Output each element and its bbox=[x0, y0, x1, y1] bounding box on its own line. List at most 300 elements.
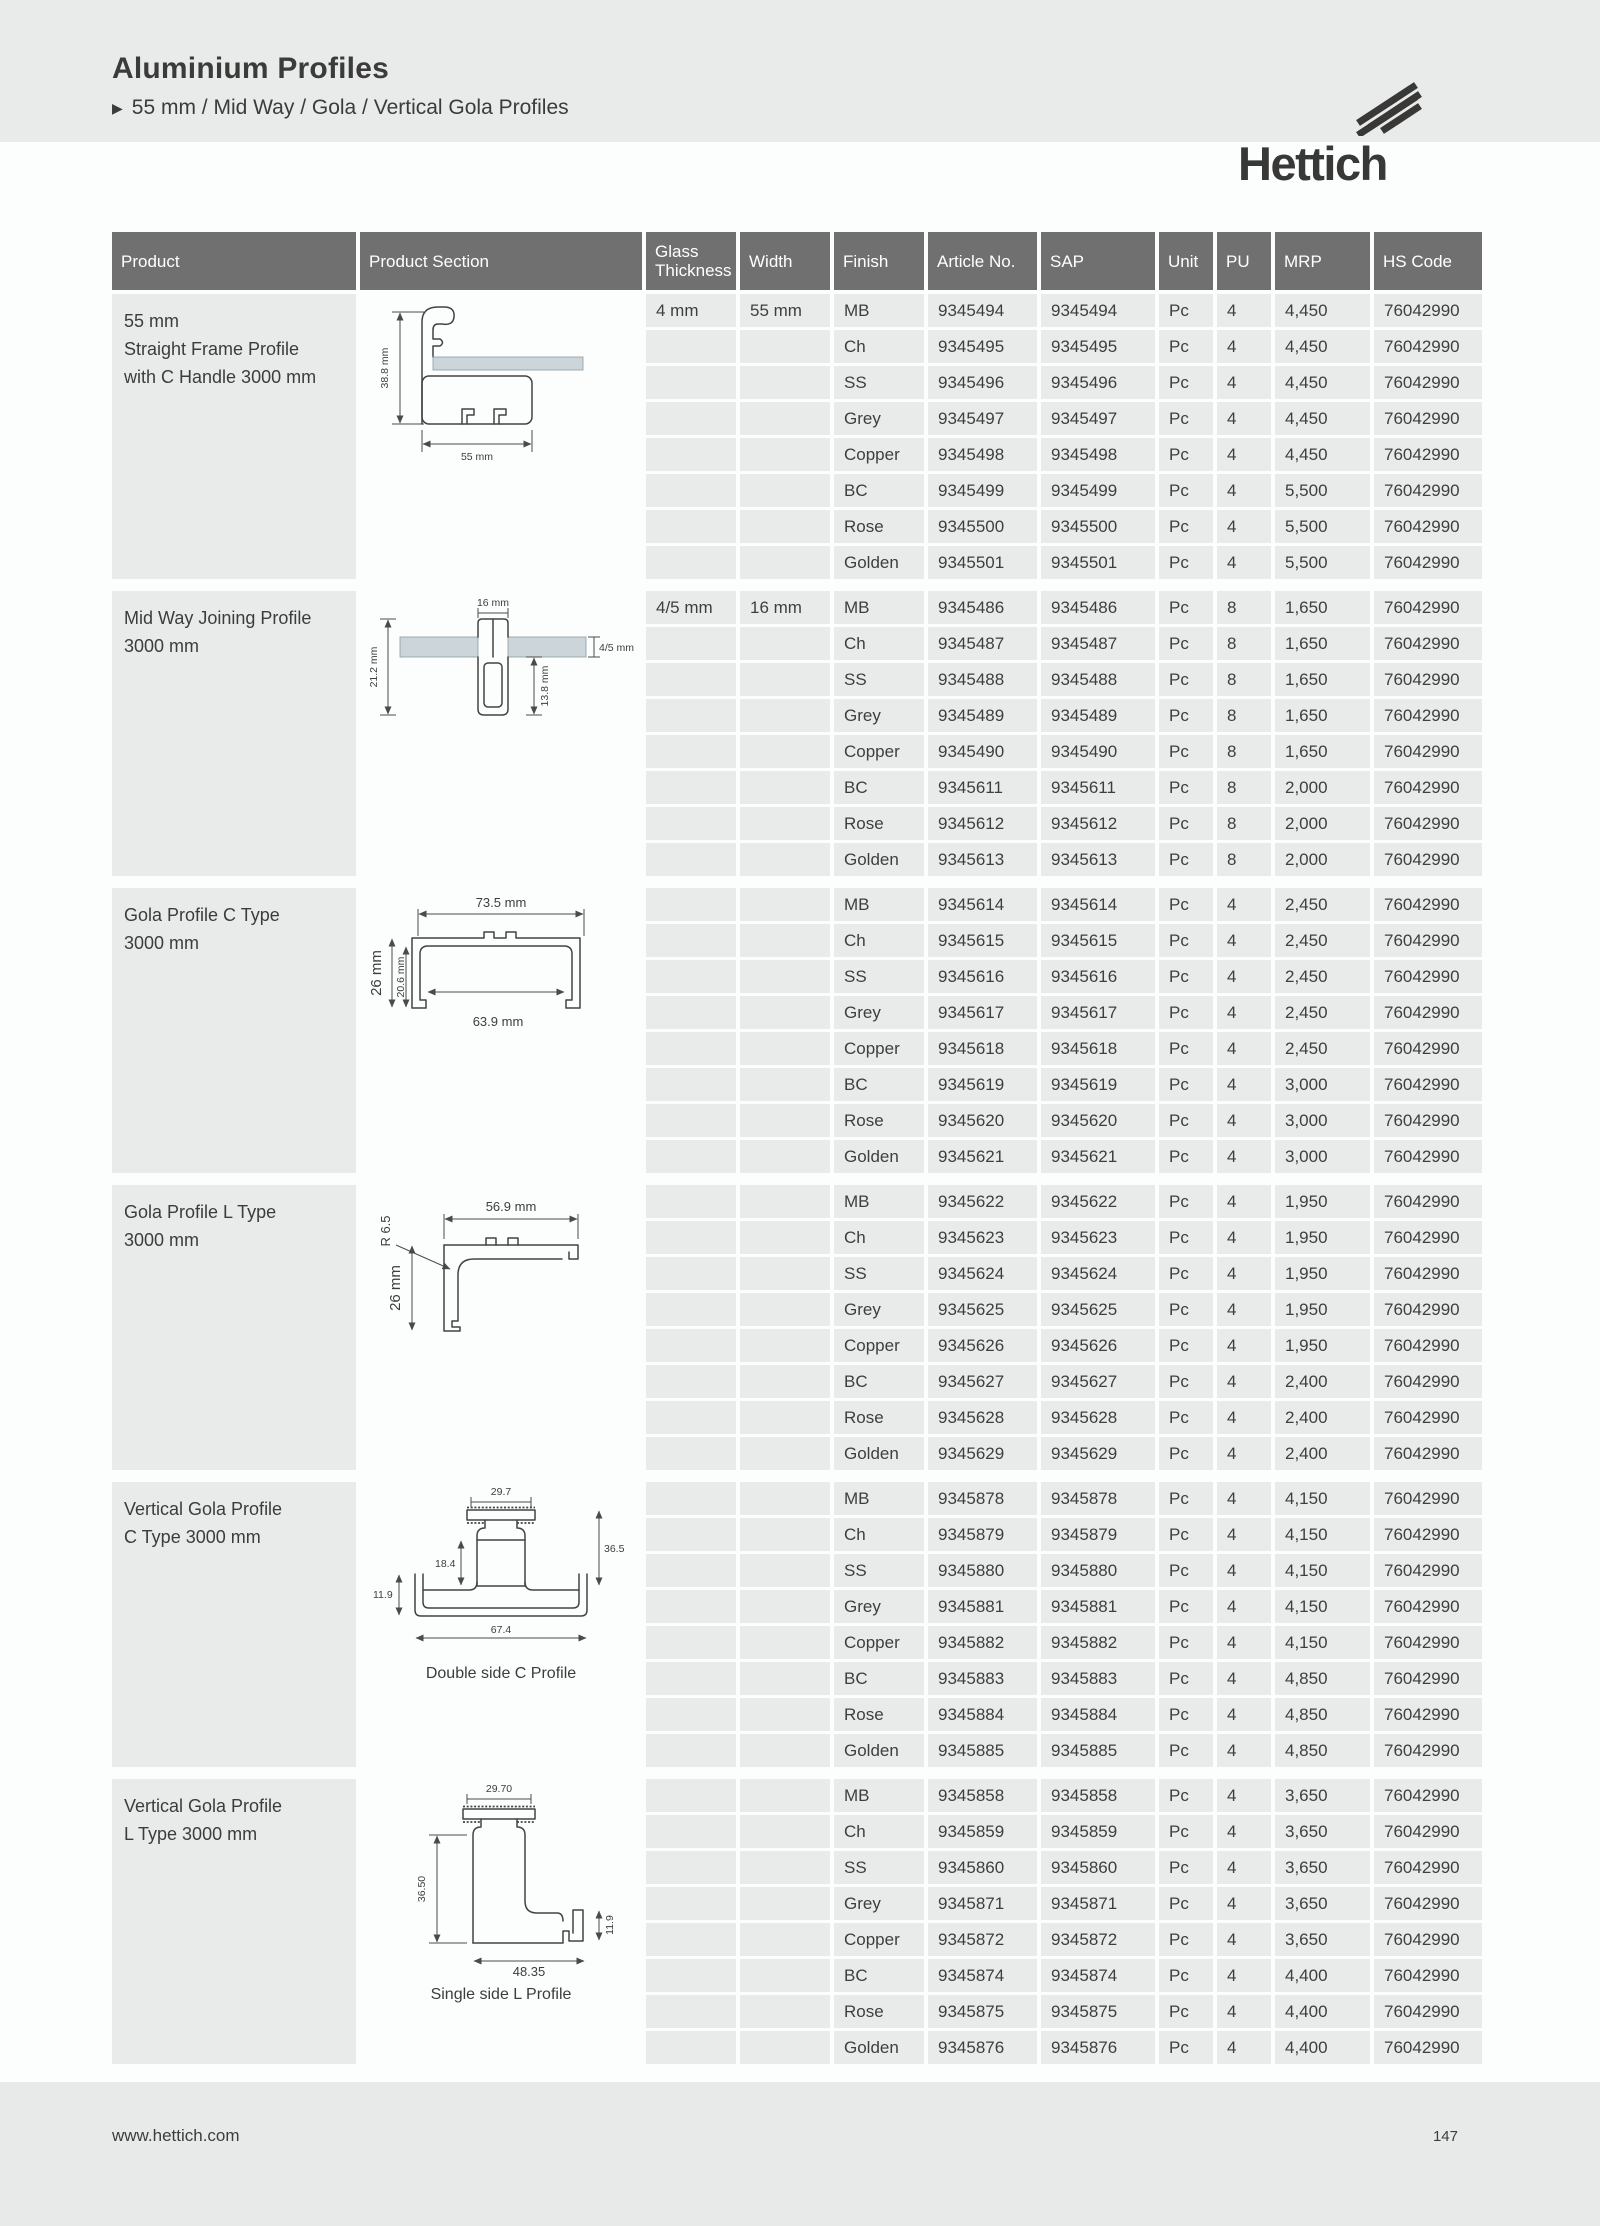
glass-thickness-cell bbox=[646, 1068, 736, 1101]
mrp-cell: 2,450 bbox=[1275, 924, 1370, 957]
width-cell bbox=[740, 330, 830, 363]
width-cell bbox=[740, 771, 830, 804]
article-no-cell: 9345875 bbox=[928, 1995, 1037, 2028]
sap-cell: 9345499 bbox=[1041, 474, 1155, 507]
finish-row bbox=[834, 1482, 1486, 1515]
mrp-cell: 4,400 bbox=[1275, 2031, 1370, 2064]
mrp-cell: 4,150 bbox=[1275, 1626, 1370, 1659]
sap-cell: 9345883 bbox=[1041, 1662, 1155, 1695]
mrp-cell: 1,950 bbox=[1275, 1329, 1370, 1362]
finish-cell: SS bbox=[834, 663, 924, 696]
dim-mid-label: 18.4 bbox=[435, 1558, 456, 1570]
glass-thickness-cell bbox=[646, 924, 736, 957]
unit-cell: Pc bbox=[1159, 1104, 1213, 1137]
article-no-cell: 9345624 bbox=[928, 1257, 1037, 1290]
width-cell bbox=[740, 1590, 830, 1623]
finish-cell: Copper bbox=[834, 1032, 924, 1065]
finish-row bbox=[834, 924, 1486, 957]
glass-thickness-cell bbox=[646, 402, 736, 435]
finish-cell: Ch bbox=[834, 1221, 924, 1254]
glass-thickness-cell bbox=[646, 1959, 736, 1992]
mrp-cell: 4,850 bbox=[1275, 1734, 1370, 1767]
glass-thickness-cell bbox=[646, 843, 736, 876]
pu-cell: 4 bbox=[1217, 1257, 1271, 1290]
finish-cell: Grey bbox=[834, 1590, 924, 1623]
mrp-cell: 4,150 bbox=[1275, 1482, 1370, 1515]
finish-row bbox=[834, 1734, 1486, 1767]
unit-cell: Pc bbox=[1159, 1959, 1213, 1992]
unit-cell: Pc bbox=[1159, 1221, 1213, 1254]
mrp-cell: 1,950 bbox=[1275, 1185, 1370, 1218]
unit-cell: Pc bbox=[1159, 1032, 1213, 1065]
unit-cell: Pc bbox=[1159, 627, 1213, 660]
hs-code-cell: 76042990 bbox=[1374, 1923, 1482, 1956]
article-no-cell: 9345619 bbox=[928, 1068, 1037, 1101]
finish-cell: SS bbox=[834, 1851, 924, 1884]
footer-url[interactable]: www.hettich.com bbox=[112, 2126, 240, 2145]
unit-cell: Pc bbox=[1159, 1554, 1213, 1587]
hs-code-cell: 76042990 bbox=[1374, 510, 1482, 543]
sap-cell: 9345621 bbox=[1041, 1140, 1155, 1173]
width-cell bbox=[740, 438, 830, 471]
unit-cell: Pc bbox=[1159, 402, 1213, 435]
glass-thickness-cell bbox=[646, 1365, 736, 1398]
diagram-caption: Single side L Profile bbox=[430, 1986, 572, 2003]
finish-row bbox=[834, 1257, 1486, 1290]
pu-cell: 4 bbox=[1217, 924, 1271, 957]
article-no-cell: 9345501 bbox=[928, 546, 1037, 579]
sap-cell: 9345611 bbox=[1041, 771, 1155, 804]
product-section-diagram bbox=[360, 294, 642, 579]
unit-cell: Pc bbox=[1159, 1068, 1213, 1101]
dim-left-label: 26 mm bbox=[368, 950, 385, 996]
finish-cell: Ch bbox=[834, 627, 924, 660]
unit-cell: Pc bbox=[1159, 1815, 1213, 1848]
hs-code-cell: 76042990 bbox=[1374, 1590, 1482, 1623]
width-cell bbox=[740, 1257, 830, 1290]
finish-row bbox=[834, 1995, 1486, 2028]
page-subtitle: 55 mm / Mid Way / Gola / Vertical Gola Profiles bbox=[131, 96, 569, 119]
hs-code-cell: 76042990 bbox=[1374, 1851, 1482, 1884]
mrp-cell: 3,650 bbox=[1275, 1887, 1370, 1920]
unit-cell: Pc bbox=[1159, 294, 1213, 327]
finish-cell: Rose bbox=[834, 807, 924, 840]
finish-row bbox=[834, 1662, 1486, 1695]
unit-cell: Pc bbox=[1159, 1698, 1213, 1731]
hs-code-cell: 76042990 bbox=[1374, 402, 1482, 435]
product-section-diagram bbox=[360, 888, 642, 1173]
width-cell bbox=[740, 663, 830, 696]
unit-cell: Pc bbox=[1159, 366, 1213, 399]
unit-cell: Pc bbox=[1159, 1482, 1213, 1515]
finish-rows bbox=[834, 1482, 1486, 1767]
finish-cell: SS bbox=[834, 960, 924, 993]
sap-cell: 9345874 bbox=[1041, 1959, 1155, 1992]
width-cell bbox=[740, 735, 830, 768]
hs-code-cell: 76042990 bbox=[1374, 1293, 1482, 1326]
column-header-product: Product bbox=[112, 232, 356, 290]
glass-thickness-cell bbox=[646, 771, 736, 804]
sap-cell: 9345860 bbox=[1041, 1851, 1155, 1884]
glass-thickness-cell bbox=[646, 735, 736, 768]
pu-cell: 4 bbox=[1217, 1365, 1271, 1398]
article-no-cell: 9345617 bbox=[928, 996, 1037, 1029]
width-cell bbox=[740, 1140, 830, 1173]
pu-cell: 4 bbox=[1217, 474, 1271, 507]
dim-right-label: 36.5 bbox=[604, 1543, 625, 1555]
pu-cell: 4 bbox=[1217, 1815, 1271, 1848]
finish-cell: Golden bbox=[834, 546, 924, 579]
mrp-cell: 2,400 bbox=[1275, 1365, 1370, 1398]
column-header-article-no: Article No. bbox=[928, 232, 1037, 290]
width-column bbox=[740, 888, 830, 1173]
unit-cell: Pc bbox=[1159, 546, 1213, 579]
article-no-cell: 9345628 bbox=[928, 1401, 1037, 1434]
gola-l-profile-drawing bbox=[366, 1189, 636, 1349]
finish-cell: Rose bbox=[834, 1698, 924, 1731]
finish-cell: MB bbox=[834, 888, 924, 921]
finish-cell: MB bbox=[834, 1185, 924, 1218]
finish-row bbox=[834, 699, 1486, 732]
hs-code-cell: 76042990 bbox=[1374, 1329, 1482, 1362]
sap-cell: 9345884 bbox=[1041, 1698, 1155, 1731]
article-no-cell: 9345860 bbox=[928, 1851, 1037, 1884]
dim-left-label: 36.50 bbox=[416, 1875, 428, 1903]
column-header-width: Width bbox=[740, 232, 830, 290]
width-cell bbox=[740, 924, 830, 957]
unit-cell: Pc bbox=[1159, 888, 1213, 921]
glass-thickness-cell bbox=[646, 1554, 736, 1587]
article-no-cell: 9345878 bbox=[928, 1482, 1037, 1515]
mrp-cell: 2,400 bbox=[1275, 1437, 1370, 1470]
hs-code-cell: 76042990 bbox=[1374, 1032, 1482, 1065]
article-no-cell: 9345614 bbox=[928, 888, 1037, 921]
column-header-mrp: MRP bbox=[1275, 232, 1370, 290]
dim-top-label: 56.9 mm bbox=[485, 1199, 537, 1214]
product-name: Gola Profile C Type 3000 mm bbox=[112, 888, 356, 1173]
article-no-cell: 9345618 bbox=[928, 1032, 1037, 1065]
glass-thickness-cell bbox=[646, 1995, 736, 2028]
glass-thickness-cell bbox=[646, 699, 736, 732]
pu-cell: 4 bbox=[1217, 510, 1271, 543]
finish-cell: BC bbox=[834, 474, 924, 507]
pu-cell: 4 bbox=[1217, 1104, 1271, 1137]
width-cell bbox=[740, 888, 830, 921]
pu-cell: 4 bbox=[1217, 888, 1271, 921]
unit-cell: Pc bbox=[1159, 1626, 1213, 1659]
width-cell bbox=[740, 1779, 830, 1812]
mrp-cell: 3,650 bbox=[1275, 1779, 1370, 1812]
finish-row bbox=[834, 591, 1486, 624]
unit-cell: Pc bbox=[1159, 1779, 1213, 1812]
unit-cell: Pc bbox=[1159, 807, 1213, 840]
dim-right-label: 11.9 bbox=[604, 1915, 616, 1935]
hs-code-cell: 76042990 bbox=[1374, 330, 1482, 363]
glass-thickness-column bbox=[646, 888, 736, 1173]
finish-cell: MB bbox=[834, 1779, 924, 1812]
width-cell bbox=[740, 1626, 830, 1659]
product-name: 55 mm Straight Frame Profile with C Handle 3000 mm bbox=[112, 294, 356, 579]
page-footer-band bbox=[0, 2082, 1600, 2226]
article-no-cell: 9345858 bbox=[928, 1779, 1037, 1812]
finish-row bbox=[834, 1185, 1486, 1218]
mrp-cell: 3,000 bbox=[1275, 1140, 1370, 1173]
mrp-cell: 1,650 bbox=[1275, 663, 1370, 696]
sap-cell: 9345882 bbox=[1041, 1626, 1155, 1659]
finish-cell: Ch bbox=[834, 1815, 924, 1848]
finish-row bbox=[834, 438, 1486, 471]
finish-cell: MB bbox=[834, 1482, 924, 1515]
glass-thickness-cell bbox=[646, 1887, 736, 1920]
glass-thickness-cell bbox=[646, 1221, 736, 1254]
mrp-cell: 3,650 bbox=[1275, 1851, 1370, 1884]
hs-code-cell: 76042990 bbox=[1374, 591, 1482, 624]
hs-code-cell: 76042990 bbox=[1374, 2031, 1482, 2064]
dim-bottom-label: 63.9 mm bbox=[472, 1014, 524, 1029]
article-no-cell: 9345487 bbox=[928, 627, 1037, 660]
finish-row bbox=[834, 474, 1486, 507]
mrp-cell: 2,450 bbox=[1275, 996, 1370, 1029]
glass-thickness-cell bbox=[646, 1923, 736, 1956]
unit-cell: Pc bbox=[1159, 1401, 1213, 1434]
logo-stripes-icon bbox=[1356, 78, 1422, 136]
finish-row bbox=[834, 2031, 1486, 2064]
hs-code-cell: 76042990 bbox=[1374, 1626, 1482, 1659]
pu-cell: 8 bbox=[1217, 771, 1271, 804]
sap-cell: 9345500 bbox=[1041, 510, 1155, 543]
diagram-caption: Double side C Profile bbox=[425, 1665, 577, 1682]
dim-top-label: 29.70 bbox=[485, 1783, 513, 1795]
column-header-finish: Finish bbox=[834, 232, 924, 290]
mrp-cell: 2,450 bbox=[1275, 888, 1370, 921]
unit-cell: Pc bbox=[1159, 1923, 1213, 1956]
straight-frame-profile-drawing bbox=[366, 298, 636, 468]
pu-cell: 4 bbox=[1217, 1329, 1271, 1362]
finish-rows bbox=[834, 1185, 1486, 1470]
finish-row bbox=[834, 1329, 1486, 1362]
hs-code-cell: 76042990 bbox=[1374, 1779, 1482, 1812]
pu-cell: 4 bbox=[1217, 1482, 1271, 1515]
article-no-cell: 9345627 bbox=[928, 1365, 1037, 1398]
mrp-cell: 3,650 bbox=[1275, 1923, 1370, 1956]
width-cell bbox=[740, 546, 830, 579]
triangle-bullet-icon: ▶ bbox=[112, 100, 123, 116]
pu-cell: 4 bbox=[1217, 1734, 1271, 1767]
sap-cell: 9345879 bbox=[1041, 1518, 1155, 1551]
finish-row bbox=[834, 996, 1486, 1029]
finish-cell: SS bbox=[834, 1554, 924, 1587]
hs-code-cell: 76042990 bbox=[1374, 1518, 1482, 1551]
sap-cell: 9345501 bbox=[1041, 546, 1155, 579]
article-no-cell: 9345881 bbox=[928, 1590, 1037, 1623]
finish-cell: MB bbox=[834, 591, 924, 624]
unit-cell: Pc bbox=[1159, 1518, 1213, 1551]
dim-inner-label: 20.6 mm bbox=[395, 956, 407, 998]
article-no-cell: 9345859 bbox=[928, 1815, 1037, 1848]
finish-row bbox=[834, 843, 1486, 876]
dim-glass-label: 4/5 mm bbox=[599, 642, 635, 654]
unit-cell: Pc bbox=[1159, 1140, 1213, 1173]
pu-cell: 4 bbox=[1217, 1626, 1271, 1659]
sap-cell: 9345626 bbox=[1041, 1329, 1155, 1362]
hs-code-cell: 76042990 bbox=[1374, 843, 1482, 876]
article-no-cell: 9345615 bbox=[928, 924, 1037, 957]
glass-thickness-cell bbox=[646, 627, 736, 660]
dim-top-label: 29.7 bbox=[490, 1486, 512, 1498]
finish-row bbox=[834, 663, 1486, 696]
hs-code-cell: 76042990 bbox=[1374, 699, 1482, 732]
glass-thickness-cell bbox=[646, 960, 736, 993]
finish-row bbox=[834, 294, 1486, 327]
sap-cell: 9345625 bbox=[1041, 1293, 1155, 1326]
sap-cell: 9345624 bbox=[1041, 1257, 1155, 1290]
article-no-cell: 9345613 bbox=[928, 843, 1037, 876]
page-subtitle-row bbox=[112, 96, 569, 120]
unit-cell: Pc bbox=[1159, 843, 1213, 876]
finish-row bbox=[834, 771, 1486, 804]
finish-row bbox=[834, 1590, 1486, 1623]
glass-thickness-cell bbox=[646, 663, 736, 696]
glass-thickness-cell bbox=[646, 330, 736, 363]
article-no-cell: 9345876 bbox=[928, 2031, 1037, 2064]
pu-cell: 8 bbox=[1217, 807, 1271, 840]
article-no-cell: 9345499 bbox=[928, 474, 1037, 507]
glass-thickness-cell bbox=[646, 1437, 736, 1470]
mrp-cell: 1,950 bbox=[1275, 1257, 1370, 1290]
pu-cell: 8 bbox=[1217, 699, 1271, 732]
width-cell bbox=[740, 1068, 830, 1101]
sap-cell: 9345859 bbox=[1041, 1815, 1155, 1848]
glass-thickness-cell bbox=[646, 2031, 736, 2064]
article-no-cell: 9345879 bbox=[928, 1518, 1037, 1551]
width-cell bbox=[740, 699, 830, 732]
vertical-gola-l-drawing bbox=[371, 1783, 631, 1979]
unit-cell: Pc bbox=[1159, 510, 1213, 543]
unit-cell: Pc bbox=[1159, 474, 1213, 507]
article-no-cell: 9345882 bbox=[928, 1626, 1037, 1659]
pu-cell: 4 bbox=[1217, 1437, 1271, 1470]
mid-way-profile-drawing bbox=[366, 595, 636, 745]
pu-cell: 4 bbox=[1217, 546, 1271, 579]
sap-cell: 9345858 bbox=[1041, 1779, 1155, 1812]
finish-row bbox=[834, 546, 1486, 579]
finish-cell: Rose bbox=[834, 1995, 924, 2028]
glass-thickness-cell bbox=[646, 1590, 736, 1623]
mrp-cell: 1,650 bbox=[1275, 699, 1370, 732]
mrp-cell: 5,500 bbox=[1275, 474, 1370, 507]
mrp-cell: 2,000 bbox=[1275, 807, 1370, 840]
unit-cell: Pc bbox=[1159, 699, 1213, 732]
unit-cell: Pc bbox=[1159, 1365, 1213, 1398]
finish-row bbox=[834, 1923, 1486, 1956]
mrp-cell: 5,500 bbox=[1275, 510, 1370, 543]
finish-cell: BC bbox=[834, 771, 924, 804]
product-name: Vertical Gola Profile L Type 3000 mm bbox=[112, 1779, 356, 2064]
product-group-gola-c bbox=[112, 888, 1484, 1173]
glass-thickness-cell bbox=[646, 1329, 736, 1362]
column-header-glass-thickness: Glass Thickness bbox=[646, 232, 736, 290]
finish-cell: Rose bbox=[834, 510, 924, 543]
glass-thickness-cell bbox=[646, 888, 736, 921]
unit-cell: Pc bbox=[1159, 1437, 1213, 1470]
unit-cell: Pc bbox=[1159, 663, 1213, 696]
finish-row bbox=[834, 1518, 1486, 1551]
article-no-cell: 9345626 bbox=[928, 1329, 1037, 1362]
finish-cell: MB bbox=[834, 294, 924, 327]
width-cell bbox=[740, 1293, 830, 1326]
hs-code-cell: 76042990 bbox=[1374, 1437, 1482, 1470]
pu-cell: 4 bbox=[1217, 1995, 1271, 2028]
sap-cell: 9345629 bbox=[1041, 1437, 1155, 1470]
finish-row bbox=[834, 1626, 1486, 1659]
column-header-product-section: Product Section bbox=[360, 232, 642, 290]
pu-cell: 4 bbox=[1217, 1068, 1271, 1101]
hs-code-cell: 76042990 bbox=[1374, 735, 1482, 768]
unit-cell: Pc bbox=[1159, 1734, 1213, 1767]
unit-cell: Pc bbox=[1159, 1887, 1213, 1920]
dim-radius-label: R 6.5 bbox=[378, 1215, 393, 1247]
article-no-cell: 9345623 bbox=[928, 1221, 1037, 1254]
width-cell bbox=[740, 1482, 830, 1515]
sap-cell: 9345498 bbox=[1041, 438, 1155, 471]
page-number: 147 bbox=[1432, 2128, 1458, 2145]
product-section-diagram bbox=[360, 1779, 642, 2064]
vertical-gola-c-drawing bbox=[371, 1486, 631, 1658]
mrp-cell: 4,450 bbox=[1275, 330, 1370, 363]
product-name: Vertical Gola Profile C Type 3000 mm bbox=[112, 1482, 356, 1767]
hs-code-cell: 76042990 bbox=[1374, 1482, 1482, 1515]
finish-cell: Grey bbox=[834, 1887, 924, 1920]
width-cell bbox=[740, 474, 830, 507]
glass-thickness-cell bbox=[646, 1104, 736, 1137]
dim-right-label: 13.8 mm bbox=[539, 665, 551, 707]
article-no-cell: 9345871 bbox=[928, 1887, 1037, 1920]
article-no-cell: 9345498 bbox=[928, 438, 1037, 471]
column-header-sap: SAP bbox=[1041, 232, 1155, 290]
sap-cell: 9345878 bbox=[1041, 1482, 1155, 1515]
sap-cell: 9345496 bbox=[1041, 366, 1155, 399]
hs-code-cell: 76042990 bbox=[1374, 1140, 1482, 1173]
finish-row bbox=[834, 1779, 1486, 1812]
hettich-logo bbox=[1238, 78, 1468, 198]
glass-thickness-column bbox=[646, 294, 736, 579]
width-cell bbox=[740, 1698, 830, 1731]
glass-thickness-cell bbox=[646, 510, 736, 543]
dim-height-label: 38.8 mm bbox=[379, 347, 391, 389]
glass-thickness-cell bbox=[646, 1662, 736, 1695]
article-no-cell: 9345883 bbox=[928, 1662, 1037, 1695]
width-cell bbox=[740, 1329, 830, 1362]
finish-cell: Copper bbox=[834, 1923, 924, 1956]
glass-thickness-cell bbox=[646, 1401, 736, 1434]
finish-row bbox=[834, 1293, 1486, 1326]
hs-code-cell: 76042990 bbox=[1374, 1959, 1482, 1992]
width-column bbox=[740, 1779, 830, 2064]
brand-name: Hettich bbox=[1238, 137, 1387, 190]
product-name: Mid Way Joining Profile 3000 mm bbox=[112, 591, 356, 876]
column-header-unit: Unit bbox=[1159, 232, 1213, 290]
product-group-vertical-gola-c bbox=[112, 1482, 1484, 1767]
glass-thickness-cell bbox=[646, 366, 736, 399]
article-no-cell: 9345611 bbox=[928, 771, 1037, 804]
gola-c-profile-drawing bbox=[366, 892, 636, 1042]
glass-thickness-cell bbox=[646, 1185, 736, 1218]
hs-code-cell: 76042990 bbox=[1374, 546, 1482, 579]
product-name: Gola Profile L Type 3000 mm bbox=[112, 1185, 356, 1470]
glass-thickness-cell bbox=[646, 1518, 736, 1551]
width-cell bbox=[740, 1995, 830, 2028]
article-no-cell: 9345620 bbox=[928, 1104, 1037, 1137]
